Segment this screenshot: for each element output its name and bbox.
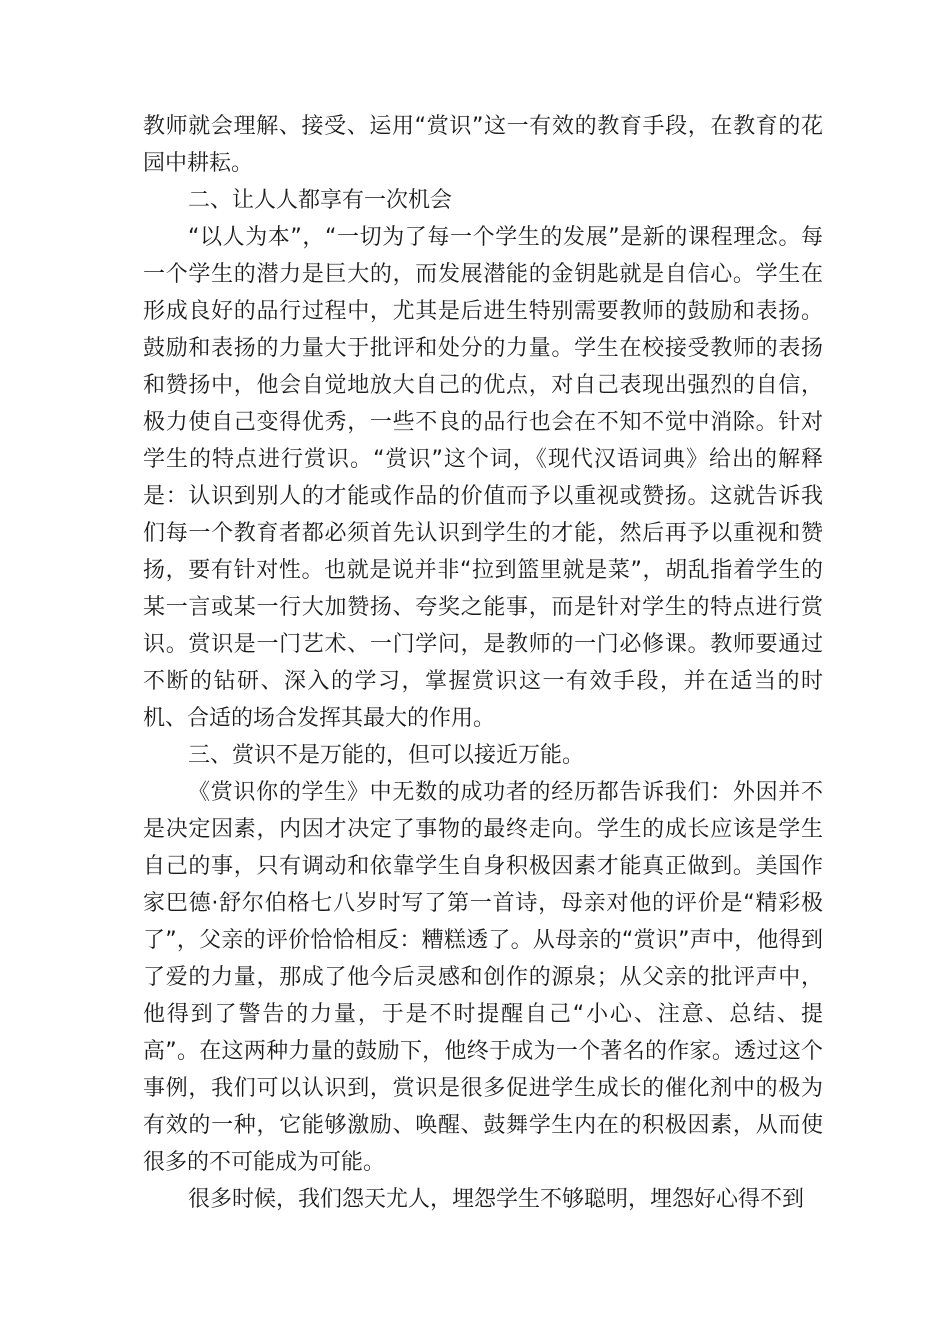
document-body bbox=[143, 108, 823, 1218]
section-heading-3: 三、赏识不是万能的，但可以接近万能。 bbox=[188, 743, 585, 768]
paragraph-body-1: “以人为本”，“一切为了每一个学生的发展”是新的课程理念。每一个学生的潜力是巨大的，而发展潜能的金钥匙就是自信心。学生在形成良好的品行过程中，尤其是后进生特别需要教师的鼓励和表扬。鼓励和表扬的力量大于批评和处分的力量。学生在校接受教师的表扬和赞扬中，他会自觉地放大自己的优点，对自己表现出强烈的自信，极力使自己变得优秀，一些不良的品行也会在不知不觉中消除。针对学生的特点进行赏识。“赏识”这个词，《现代汉语词典》给出的解释是：认识到别人的才能或作品的价值而予以重视或赞扬。这就告诉我们每一个教育者都必须首先认识到学生的才能，然后再予以重视和赞扬，要有针对性。也就是说并非“拉到篮里就是菜”，胡乱指着学生的某一言或某一行大加赞扬、夸奖之能事，而是针对学生的特点进行赏识。赏识是一门艺术、一门学问，是教师的一门必修课。教师要通过不断的钻研、深入的学习，掌握赏识这一有效手段，并在适当的时机、合适的场合发挥其最大的作用。 bbox=[143, 225, 823, 731]
section-heading-2: 二、让人人都享有一次机会 bbox=[188, 188, 453, 213]
paragraph-body-3: 很多时候，我们怨天尤人，埋怨学生不够聪明，埋怨好心得不到 bbox=[188, 1187, 805, 1212]
paragraph-continuation: 教师就会理解、接受、运用“赏识”这一有效的教育手段，在教育的花园中耕耘。 bbox=[143, 114, 823, 176]
paragraph-body-2: 《赏识你的学生》中无数的成功者的经历都告诉我们：外因并不是决定因素，内因才决定了事物的最终走向。学生的成长应该是学生自己的事，只有调动和依靠学生自身积极因素才能真正做到。美国作家巴德·舒尔伯格七八岁时写了第一首诗，母亲对他的评价是“精彩极了”，父亲的评价恰恰相反：糟糕透了。从母亲的“赏识”声中，他得到了爱的力量，那成了他今后灵感和创作的源泉；从父亲的批评声中，他得到了警告的力量，于是不时提醒自己“小心、注意、总结、提高”。在这两种力量的鼓励下，他终于成为一个著名的作家。透过这个事例，我们可以认识到，赏识是很多促进学生成长的催化剂中的极为有效的一种，它能够激励、唤醒、鼓舞学生内在的积极因素，从而使很多的不可能成为可能。 bbox=[143, 780, 823, 1175]
